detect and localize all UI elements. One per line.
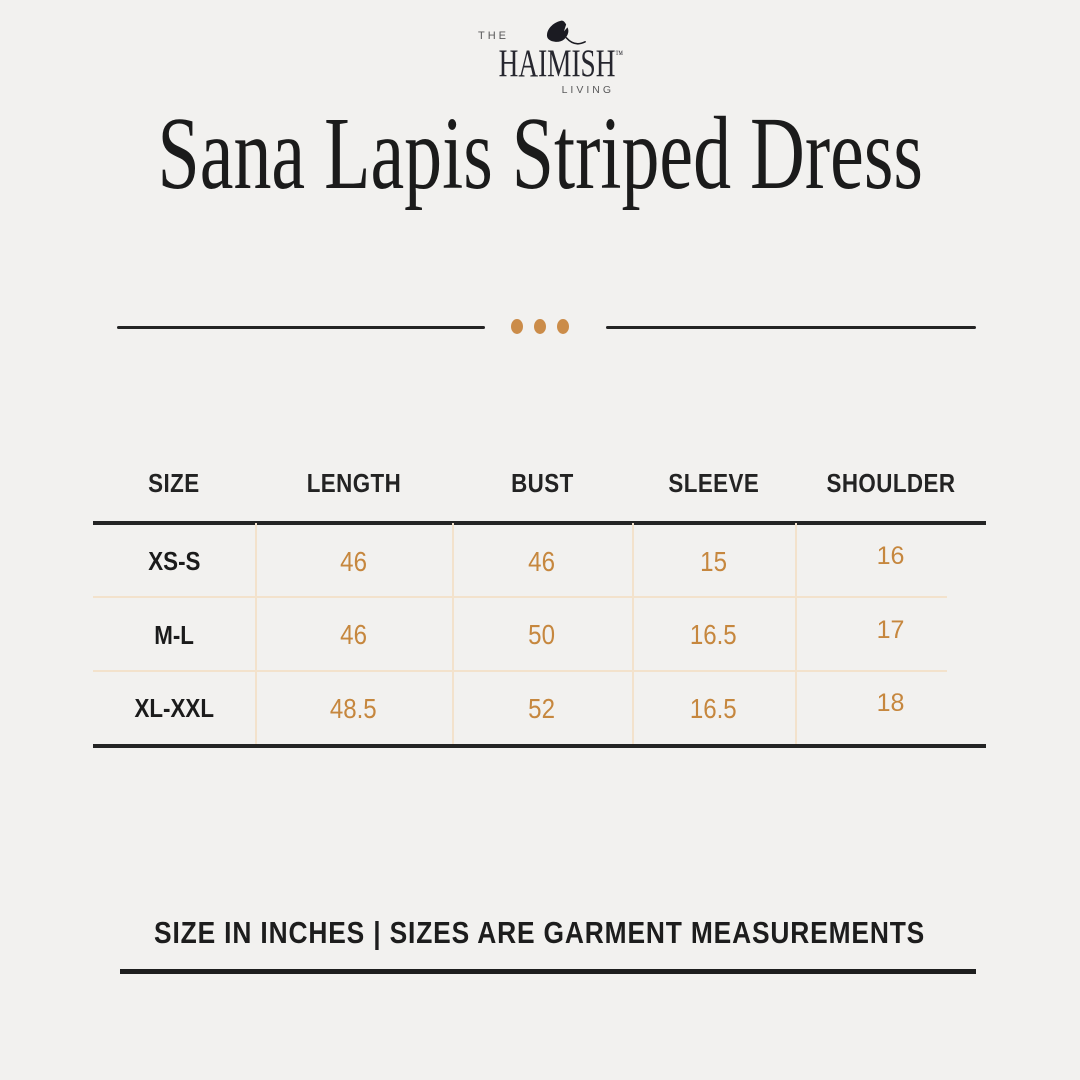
col-header-length: LENGTH <box>306 467 401 498</box>
divider-dot <box>534 319 546 334</box>
size-label: M-L <box>154 619 194 650</box>
bust-value: 50 <box>528 619 556 651</box>
brand-name-text: HAIMISH <box>498 42 616 85</box>
table-row <box>93 672 986 746</box>
size-label: XS-S <box>147 546 201 577</box>
bust-value: 46 <box>528 545 556 577</box>
col-header-size: SIZE <box>148 467 200 498</box>
product-title: Sana Lapis Striped Dress <box>157 96 923 211</box>
size-table-header <box>93 458 986 508</box>
length-value: 48.5 <box>330 692 377 724</box>
sleeve-value: 15 <box>700 545 727 577</box>
shoulder-value: 18 <box>876 689 905 718</box>
shoulder-value: 17 <box>876 615 905 644</box>
brand-top-word: THE <box>478 30 509 42</box>
sleeve-value: 16.5 <box>690 619 737 651</box>
col-header-bust: BUST <box>510 467 574 498</box>
sleeve-value: 16.5 <box>690 692 737 724</box>
size-label: XL-XXL <box>134 693 214 724</box>
brand-logo <box>472 18 624 98</box>
brand-bottom-word: LIVING <box>561 84 614 96</box>
shoulder-value: 16 <box>876 542 905 571</box>
length-value: 46 <box>340 545 367 577</box>
col-header-sleeve: SLEEVE <box>668 467 759 498</box>
measurement-note: SIZE IN INCHES | SIZES ARE GARMENT MEASUREMENTS <box>154 915 926 950</box>
divider-line-right <box>606 326 976 329</box>
divider-dot <box>557 319 569 334</box>
size-table-body <box>93 525 986 746</box>
divider-dot <box>511 319 523 334</box>
footer-rule <box>120 969 976 974</box>
col-header-shoulder: SHOULDER <box>826 467 955 498</box>
bust-value: 52 <box>528 692 556 724</box>
trademark-symbol: ™ <box>615 49 623 61</box>
length-value: 46 <box>340 619 367 651</box>
brand-name <box>472 44 624 83</box>
size-table <box>93 458 986 758</box>
table-row <box>93 599 986 673</box>
table-row <box>93 525 986 599</box>
